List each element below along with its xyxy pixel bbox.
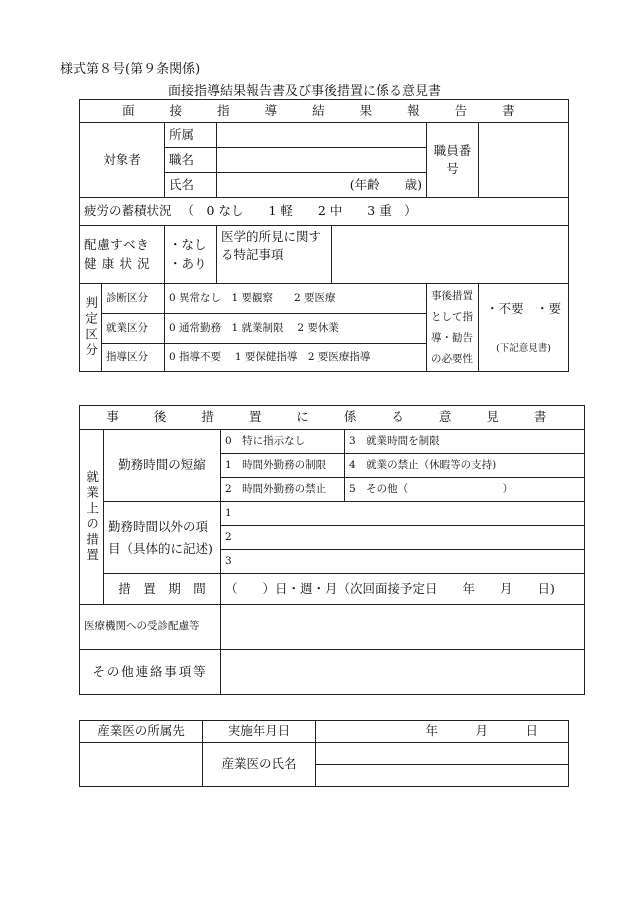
physician-affiliation-label: 産業医の所属先 bbox=[80, 721, 203, 743]
diagnosis-label: 診断区分 bbox=[102, 284, 165, 314]
aftercare-label: 事後措置として指導・勧告の必要性 bbox=[427, 284, 479, 372]
consider-yes[interactable]: ・あり bbox=[169, 255, 207, 271]
name-field[interactable] bbox=[217, 173, 427, 198]
physician-name-field-top[interactable] bbox=[316, 743, 569, 765]
date-value[interactable]: 年 月 日 bbox=[316, 721, 569, 743]
aftercare-cell[interactable] bbox=[479, 284, 569, 372]
hours-option-2[interactable]: 2 時間外勤務の禁止 bbox=[221, 478, 345, 502]
hours-option-3[interactable]: 3 就業時間を制限 bbox=[345, 430, 585, 454]
subject-label: 対象者 bbox=[80, 123, 165, 198]
period-label: 措 置 期 間 bbox=[104, 574, 221, 605]
affiliation-field[interactable] bbox=[217, 123, 427, 148]
physician-affiliation-field[interactable] bbox=[80, 743, 203, 787]
guidance-options[interactable]: 0 指導不要 1 要保健指導 2 要医療指導 bbox=[165, 344, 427, 372]
work-options[interactable]: 0 通常勤務 1 就業制限 2 要休業 bbox=[165, 314, 427, 344]
date-label: 実施年月日 bbox=[203, 721, 316, 743]
fatigue-label: 疲労の蓄積状況 bbox=[84, 203, 172, 219]
fatigue-options[interactable]: （ 0 なし 1 軽 2 中 3 重 ） bbox=[181, 203, 417, 219]
work-label: 就業区分 bbox=[102, 314, 165, 344]
opinion-table bbox=[79, 405, 585, 695]
employee-no-label: 職員番号 bbox=[427, 123, 479, 198]
employee-no-field[interactable] bbox=[479, 123, 569, 198]
other-items-label: 勤務時間以外の項目（具体的に記述) bbox=[104, 502, 221, 574]
diagnosis-options[interactable]: 0 異常なし 1 要観察 2 要医療 bbox=[165, 284, 427, 314]
hospital-label: 医療機関への受診配慮等 bbox=[80, 605, 221, 650]
report-title: 面 接 指 導 結 果 報 告 書 bbox=[80, 100, 569, 123]
employment-measures-label: 就業上の措置 bbox=[80, 430, 104, 605]
report-table bbox=[79, 99, 569, 372]
other-contact-label: その他連絡事項等 bbox=[80, 650, 221, 695]
form-number: 様式第８号(第９条関係) bbox=[60, 62, 201, 77]
physician-name-field[interactable] bbox=[316, 765, 569, 787]
medical-findings-field[interactable] bbox=[332, 226, 569, 284]
aftercare-note: (下記意見書) bbox=[496, 342, 552, 354]
opinion-title: 事 後 措 置 に 係 る 意 見 書 bbox=[80, 406, 585, 430]
hours-option-5[interactable]: 5 その他（ ） bbox=[345, 478, 585, 502]
hours-option-0[interactable]: 0 特に指示なし bbox=[221, 430, 345, 454]
guidance-label: 指導区分 bbox=[102, 344, 165, 372]
hours-option-4[interactable]: 4 就業の禁止（休暇等の支持) bbox=[345, 454, 585, 478]
hours-reduction-label: 勤務時間の短縮 bbox=[104, 430, 221, 502]
consider-options[interactable] bbox=[165, 226, 217, 284]
footer-table bbox=[79, 720, 569, 787]
other-contact-field[interactable] bbox=[221, 650, 585, 695]
consider-none[interactable]: ・なし bbox=[169, 237, 207, 253]
other-item-line-2[interactable]: 2 bbox=[221, 526, 585, 550]
consider-label: 配慮すべき 健 康 状 況 bbox=[80, 226, 165, 284]
judgment-label: 判定区分 bbox=[80, 284, 102, 372]
position-label: 職名 bbox=[165, 148, 217, 173]
age-text: (年齢 歳) bbox=[349, 176, 422, 192]
position-field[interactable] bbox=[217, 148, 427, 173]
period-value[interactable]: （ ）日・週・月（次回面接予定日 年 月 日) bbox=[221, 574, 585, 605]
hospital-field[interactable] bbox=[221, 605, 585, 650]
document-title: 面接指導結果報告書及び事後措置に係る意見書 bbox=[168, 84, 442, 99]
aftercare-options[interactable]: ・不要 ・要 bbox=[486, 300, 562, 316]
hours-option-1[interactable]: 1 時間外勤務の制限 bbox=[221, 454, 345, 478]
physician-name-label: 産業医の氏名 bbox=[203, 743, 316, 787]
other-item-line-3[interactable]: 3 bbox=[221, 550, 585, 574]
medical-findings-label: 医学的所見に関する特記事項 bbox=[217, 226, 332, 284]
affiliation-label: 所属 bbox=[165, 123, 217, 148]
name-label: 氏名 bbox=[165, 173, 217, 198]
fatigue-row bbox=[80, 198, 569, 226]
other-item-line-1[interactable]: 1 bbox=[221, 502, 585, 526]
